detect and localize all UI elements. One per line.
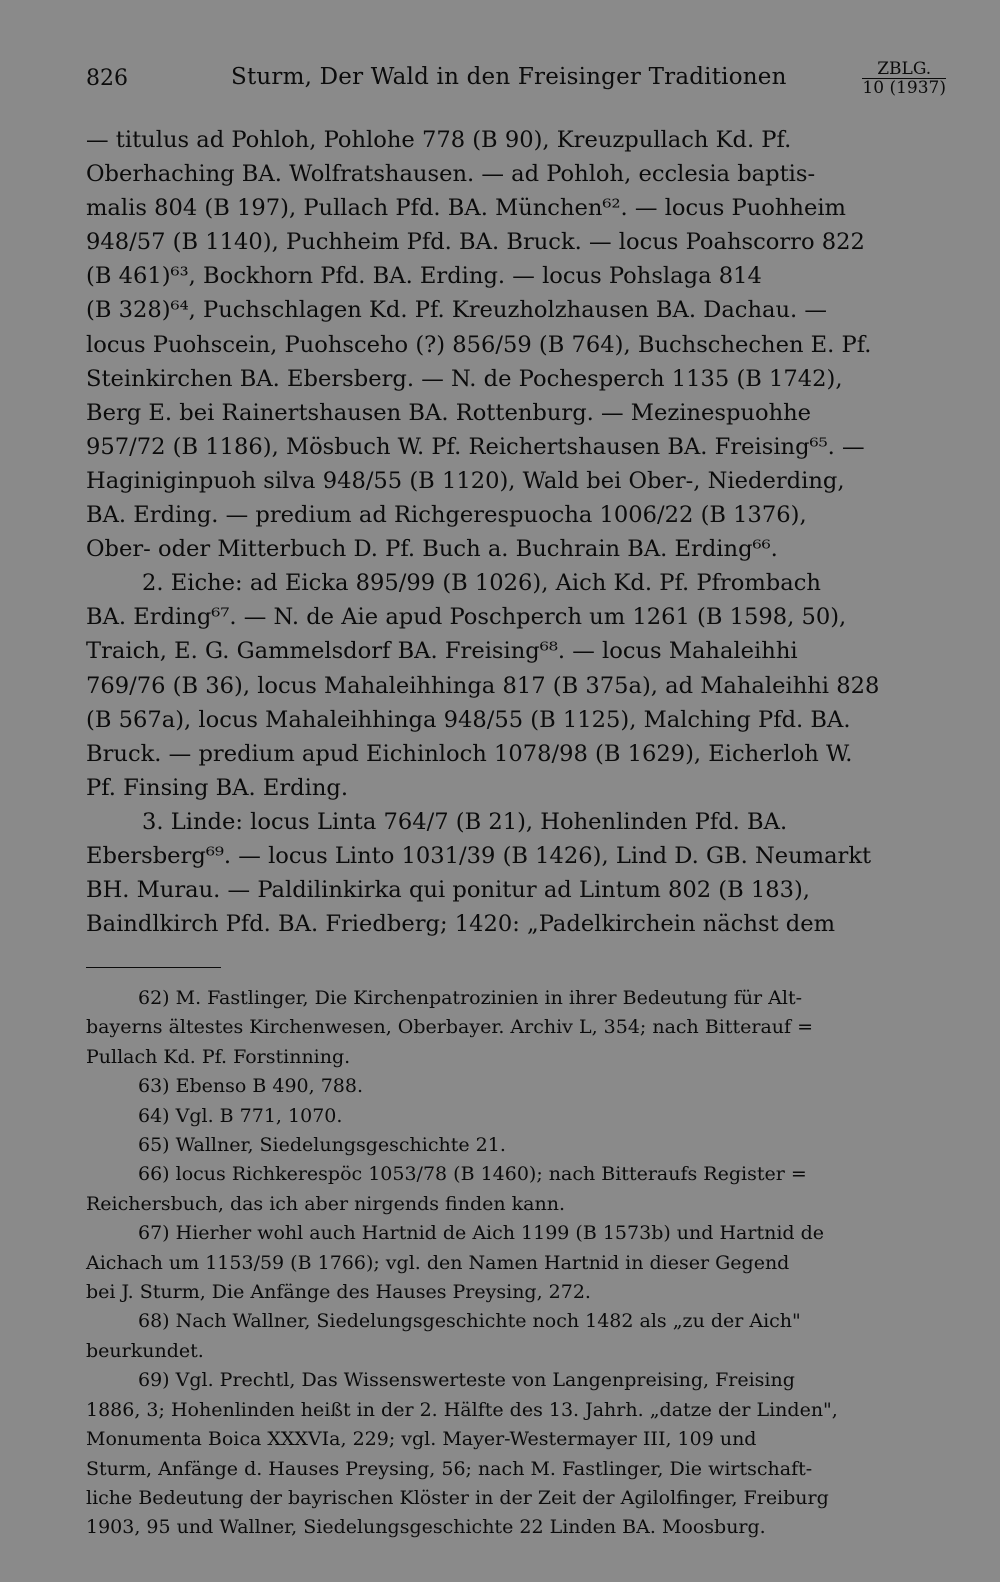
- journal-abbrev: ZBLG.: [862, 60, 946, 79]
- paragraph-eiche: [86, 566, 952, 805]
- text-line: Oberhaching BA. Wolfratshausen. — ad Pohloh, ecclesia baptis-: [86, 161, 816, 188]
- text-line: BH. Murau. — Paldilinkirka qui ponitur ad Lintum 802 (B 183),: [86, 877, 810, 904]
- footnote-line: 62) M. Fastlinger, Die Kirchenpatrozinien in ihrer Bedeutung für Alt-: [138, 987, 803, 1009]
- footnote-64: [86, 1102, 952, 1131]
- footnote-line: bayerns ältestes Kirchenwesen, Oberbayer. Archiv L, 354; nach Bitterauf =: [86, 1016, 814, 1039]
- footnote-separator: [86, 967, 221, 968]
- text-line: Ober- oder Mitterbuch D. Pf. Buch a. Buchrain BA. Erding⁶⁶.: [86, 536, 778, 563]
- text-line: (B 328)⁶⁴, Puchschlagen Kd. Pf. Kreuzholzhausen BA. Dachau. —: [86, 297, 827, 324]
- text-line: Berg E. bei Rainertshausen BA. Rottenburg. — Mezinespuohhe: [86, 399, 812, 426]
- text-line: Steinkirchen BA. Ebersberg. — N. de Pochesperch 1135 (B 1742),: [86, 365, 843, 392]
- footnote-63: [86, 1072, 952, 1101]
- running-title: Sturm, Der Wald in den Freisinger Traditionen: [231, 64, 787, 90]
- journal-reference: [862, 60, 946, 97]
- footnote-67: [86, 1219, 952, 1307]
- footnote-69: [86, 1366, 952, 1542]
- footnote-line: 65) Wallner, Siedelungsgeschichte 21.: [138, 1134, 506, 1157]
- text-line: Ebersberg⁶⁹. — locus Linto 1031/39 (B 1426), Lind D. GB. Neumarkt: [86, 842, 872, 869]
- text-line: malis 804 (B 197), Pullach Pfd. BA. München⁶². — locus Puohheim: [86, 195, 846, 222]
- text-line: (B 461)⁶³, Bockhorn Pfd. BA. Erding. — locus Pohslaga 814: [86, 263, 762, 290]
- paragraph-buche: [86, 123, 952, 566]
- footnote-line: bei J. Sturm, Die Anfänge des Hauses Preysing, 272.: [86, 1281, 591, 1304]
- footnote-line: Aichach um 1153/59 (B 1766); vgl. den Namen Hartnid in dieser Gegend: [86, 1251, 790, 1274]
- footnote-line: 64) Vgl. B 771, 1070.: [138, 1104, 343, 1127]
- footnote-65: [86, 1131, 952, 1160]
- footnote-line: Pullach Kd. Pf. Forstinning.: [86, 1045, 351, 1068]
- footnote-line: 1903, 95 und Wallner, Siedelungsgeschichte 22 Linden BA. Moosburg.: [86, 1516, 766, 1539]
- text-line: 769/76 (B 36), locus Mahaleihhinga 817 (B 375a), ad Mahaleihhi 828: [86, 672, 880, 699]
- text-line: BA. Erding⁶⁷. — N. de Aie apud Poschperch um 1261 (B 1598, 50),: [86, 604, 847, 631]
- footnote-line: 1886, 3; Hohenlinden heißt in der 2. Hälfte des 13. Jahrh. „datze der Linden",: [86, 1398, 838, 1421]
- footnote-line: Sturm, Anfänge d. Hauses Preysing, 56; nach M. Fastlinger, Die wirtschaft-: [86, 1457, 813, 1480]
- footnote-line: Monumenta Boica XXXVIa, 229; vgl. Mayer-Westermayer III, 109 und: [86, 1428, 757, 1451]
- footnote-line: beurkundet.: [86, 1339, 204, 1362]
- text-line: Pf. Finsing BA. Erding.: [86, 774, 349, 801]
- paragraph-linde: [86, 805, 952, 941]
- footnote-line: 66) locus Richkerespöc 1053/78 (B 1460); nach Bitteraufs Register =: [138, 1163, 807, 1186]
- text-line: Haginiginpuoh silva 948/55 (B 1120), Wald bei Ober-, Niederding,: [86, 467, 845, 494]
- running-header: [86, 60, 960, 104]
- footnote-62: [86, 984, 952, 1072]
- text-line: Traich, E. G. Gammelsdorf BA. Freising⁶⁸. — locus Mahaleihhi: [86, 638, 798, 665]
- text-line: locus Puohscein, Puohsceho (?) 856/59 (B 764), Buchschechen E. Pf.: [86, 331, 872, 358]
- footnote-line: 67) Hierher wohl auch Hartnid de Aich 1199 (B 1573b) und Hartnid de: [138, 1222, 825, 1245]
- footnote-line: 68) Nach Wallner, Siedelungsgeschichte noch 1482 als „zu der Aich": [138, 1310, 801, 1333]
- text-line: 957/72 (B 1186), Mösbuch W. Pf. Reichertshausen BA. Freising⁶⁵. —: [86, 433, 865, 460]
- footnote-68: [86, 1307, 952, 1366]
- text-line: (B 567a), locus Mahaleihhinga 948/55 (B 1125), Malching Pfd. BA.: [86, 706, 851, 733]
- text-line: 2. Eiche: ad Eicka 895/99 (B 1026), Aich Kd. Pf. Pfrombach: [142, 570, 821, 597]
- text-line: BA. Erding. — predium ad Richgerespuocha 1006/22 (B 1376),: [86, 502, 807, 529]
- footnotes: [86, 984, 952, 1543]
- footnote-66: [86, 1160, 952, 1219]
- page-number: 826: [86, 66, 128, 91]
- footnote-line: 69) Vgl. Prechtl, Das Wissenswerteste von Langenpreising, Freising: [138, 1369, 795, 1392]
- main-text: [86, 123, 952, 941]
- footnote-line: liche Bedeutung der bayrischen Klöster in der Zeit der Agilolfinger, Freiburg: [86, 1486, 829, 1509]
- text-line: — titulus ad Pohloh, Pohlohe 778 (B 90), Kreuzpullach Kd. Pf.: [86, 127, 792, 153]
- text-line: 3. Linde: locus Linta 764/7 (B 21), Hohenlinden Pfd. BA.: [142, 808, 788, 835]
- footnote-line: 63) Ebenso B 490, 788.: [138, 1075, 364, 1098]
- footnote-line: Reichersbuch, das ich aber nirgends finden kann.: [86, 1192, 566, 1215]
- journal-volume: 10 (1937): [862, 78, 946, 98]
- text-line: 948/57 (B 1140), Puchheim Pfd. BA. Bruck. — locus Poahscorro 822: [86, 229, 865, 256]
- text-line: Bruck. — predium apud Eichinloch 1078/98 (B 1629), Eicherloh W.: [86, 740, 853, 767]
- text-line: Baindlkirch Pfd. BA. Friedberg; 1420: „Padelkirchein nächst dem: [86, 911, 836, 938]
